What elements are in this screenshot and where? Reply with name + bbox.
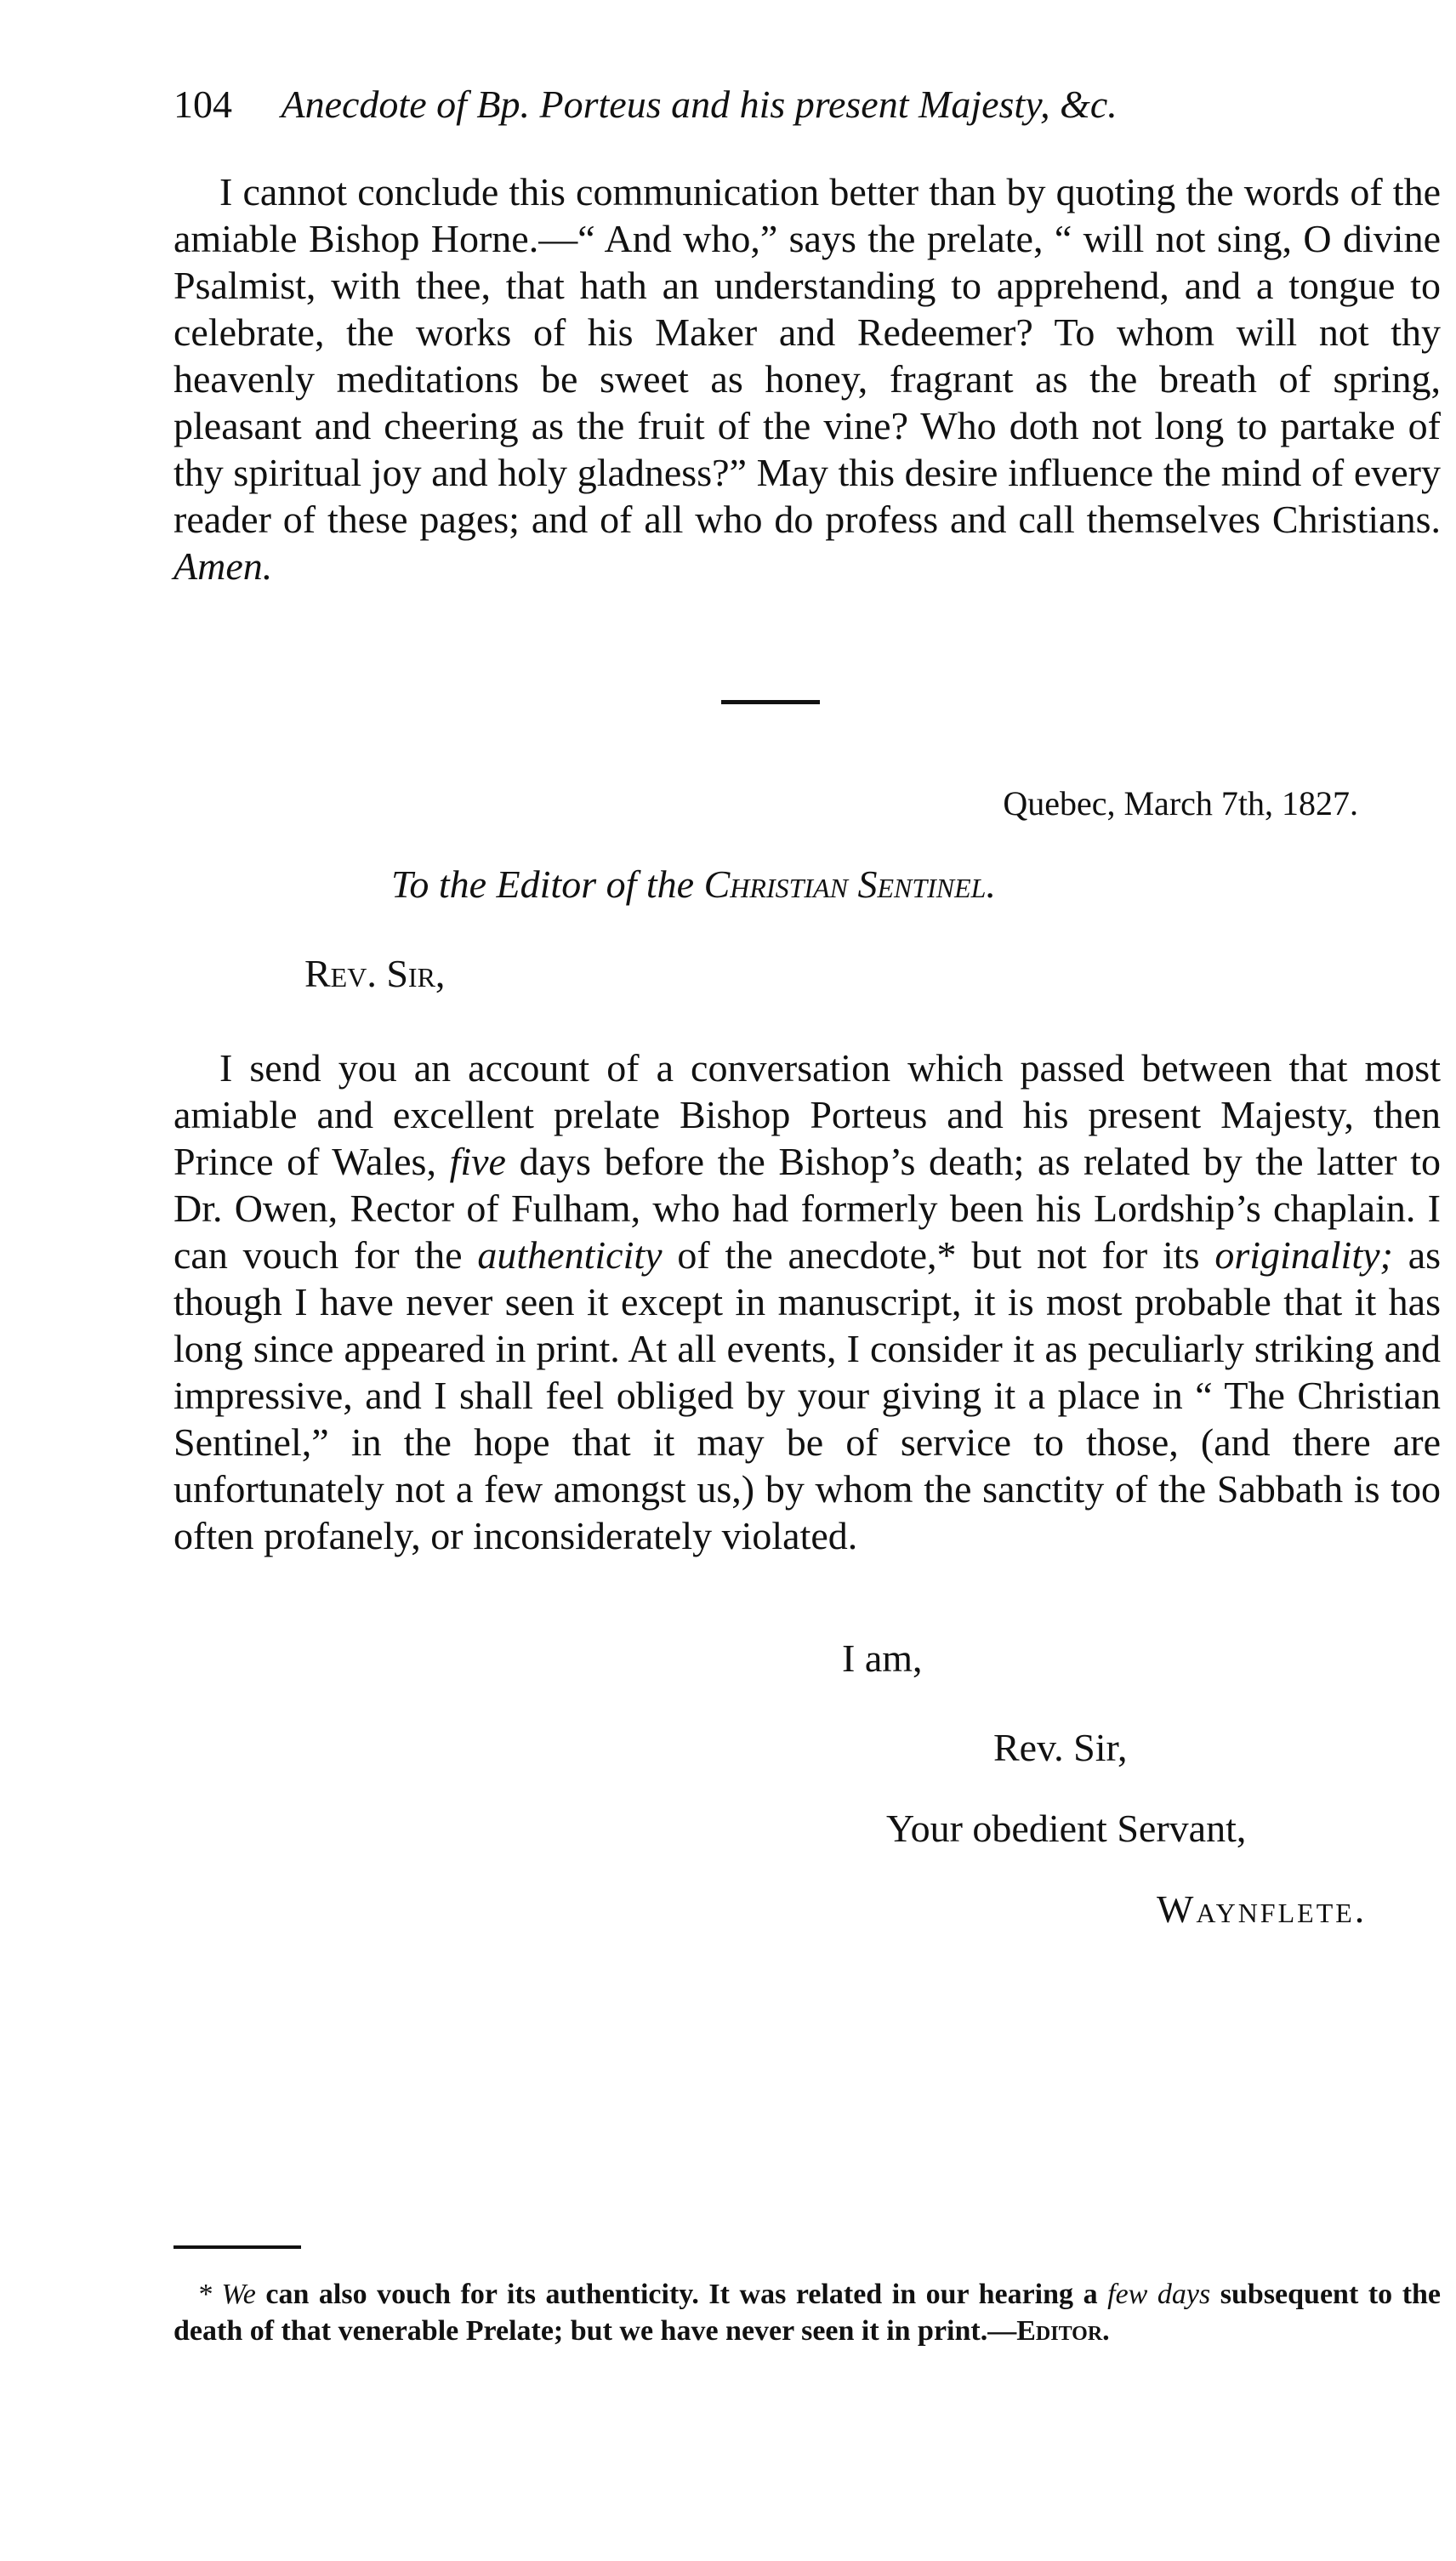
letter-body-part-4: as though I have never seen it except in manuscript, it is most probable that it has long since appeared in print. At all events, I consider it as peculiarly striking and impressive, and I shall feel obliged by your giving it a place in “ The Christian Sentinel,” in the hope that it may be of service to those, (and there are unfortunately not a few amongst us,) by whom the sanctity of the Sabbath is too often profanely, or inconsiderately violated. (173, 1233, 1442, 1557)
closing-rev-sir: Rev. Sir, (993, 1726, 1128, 1769)
footnote-few-days: few days (1107, 2279, 1211, 2310)
letter-body-part-1: I send you an account of a conversation which passed between that most amiable and excellent prelate Bishop Porteus and his present Majesty, then Prince of Wales, (173, 1046, 1441, 1183)
letter-address (391, 855, 996, 914)
closing-paragraph-text: I cannot conclude this communication better than by quoting the words of the amiable Bishop Horne.—“ And who,” says the prelate, “ will not sing, O divine Psalmist, with thee, that hath an understanding to apprehend, and a tongue to celebrate, the works of his Maker and Redeemer? To whom will not thy heavenly meditations be sweet as honey, fragrant as the breath of spring, pleasant and cheering as the fruit of the vine? Who doth not long to partake of thy spiritual joy and holy gladness?” May this desire influence the mind of every reader of these pages; and of all who do profess and call themselves Christians. (173, 170, 1441, 541)
section-divider (721, 700, 820, 704)
footnote-editor: Editor. (1016, 2315, 1110, 2347)
footnote-part-2: subsequent to the death of that venerable Prelate; but we have never seen it in print.— (173, 2279, 1442, 2347)
amen-text: Amen. (173, 544, 273, 588)
footnote-we: * We (197, 2279, 256, 2310)
letter-body (173, 1044, 1441, 1559)
letter-dateline: Quebec, March 7th, 1827. (1003, 784, 1358, 822)
letter-body-part-3: of the anecdote,* but not for its (677, 1233, 1200, 1277)
letter-signature: Waynflete. (1157, 1887, 1368, 1931)
emphasis-originality: originality; (1214, 1233, 1393, 1277)
running-title: Anecdote of Bp. Porteus and his present Majesty, &c. (281, 83, 1118, 126)
letter-salutation: Rev. Sir, (304, 952, 446, 995)
emphasis-five: five (449, 1140, 506, 1183)
footnote-part-1: can also vouch for its authenticity. It was related in our hearing a (265, 2279, 1098, 2310)
letter-body-part-2: days before the Bishop’s death; as related by the latter to Dr. Owen, Rector of Fulham, who had formerly been his Lordship’s chaplain. I can vouch for the (173, 1140, 1441, 1277)
address-prefix: To the Editor of the (391, 862, 695, 906)
page-header (173, 75, 1356, 134)
closing-paragraph (173, 168, 1441, 589)
closing-i-am: I am, (842, 1636, 923, 1680)
footnote-rule (173, 2245, 301, 2249)
emphasis-authenticity: authenticity (477, 1233, 663, 1277)
closing-servant: Your obedient Servant, (886, 1807, 1247, 1850)
footnote (173, 2276, 1441, 2349)
address-paper-name: Christian Sentinel. (703, 862, 996, 906)
page-number: 104 (173, 83, 232, 126)
